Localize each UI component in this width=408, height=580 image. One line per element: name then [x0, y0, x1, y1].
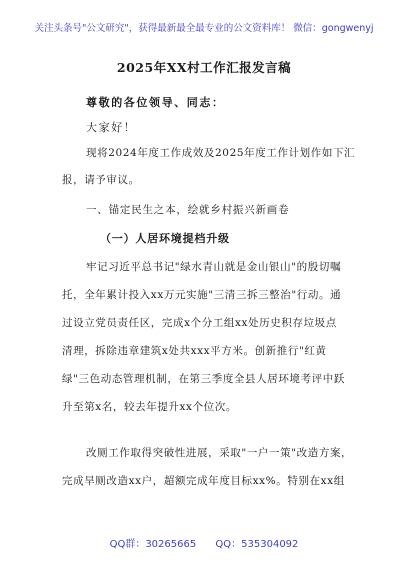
paragraph-1-line-1: 牢记习近平总书记"绿水青山就是金山银山"的殷切嘱	[86, 261, 342, 273]
paragraph-1-line-2: 托，全年累计投入xx万元实施"三清三拆三整治"行动。通	[62, 289, 342, 301]
footer-qq-group: QQ群：30265665	[109, 539, 197, 550]
greeting: 大家好！	[86, 121, 137, 134]
paragraph-2-line-2: 完成旱厕改造xx户，超额完成年度目标xx%。特别在xx组	[62, 475, 345, 487]
section-heading-1: 一、锚定民生之本，绘就乡村振兴新画卷	[86, 204, 290, 216]
paragraph-1-line-4: 清理，拆除违章建筑x处共xxx平方米。创新推行"红黄	[62, 345, 327, 357]
header-banner: 关注头条号"公文研究"，获得最新最全最专业的公文资料库！ 微信：gongwenyj	[34, 23, 374, 34]
subsection-heading-1: （一）人居环境提档升级	[100, 232, 230, 245]
paragraph-2-line-1: 改厕工作取得突破性进展，采取"一户一策"改造方案，	[86, 447, 353, 459]
paragraph-1-line-3: 过设立党员责任区，完成x个分工组xx处历史积存垃圾点	[62, 317, 337, 329]
page-title: 2025年XX村工作汇报发言稿	[116, 60, 292, 75]
footer-qq: QQ：535304092	[215, 539, 299, 550]
paragraph-1-line-6: 升至第x名，较去年提升xx个位次。	[62, 401, 237, 413]
paragraph-1-line-5: 绿"三色动态管理机制，在第三季度全县人居环境考评中跃	[62, 373, 345, 385]
intro-line-2: 报，请予审议。	[62, 174, 140, 186]
intro-line-1: 现将2024年度工作成效及2025年度工作计划作如下汇	[86, 147, 356, 159]
salutation: 尊敬的各位领导、同志：	[86, 96, 225, 109]
footer-contact	[0, 535, 408, 550]
